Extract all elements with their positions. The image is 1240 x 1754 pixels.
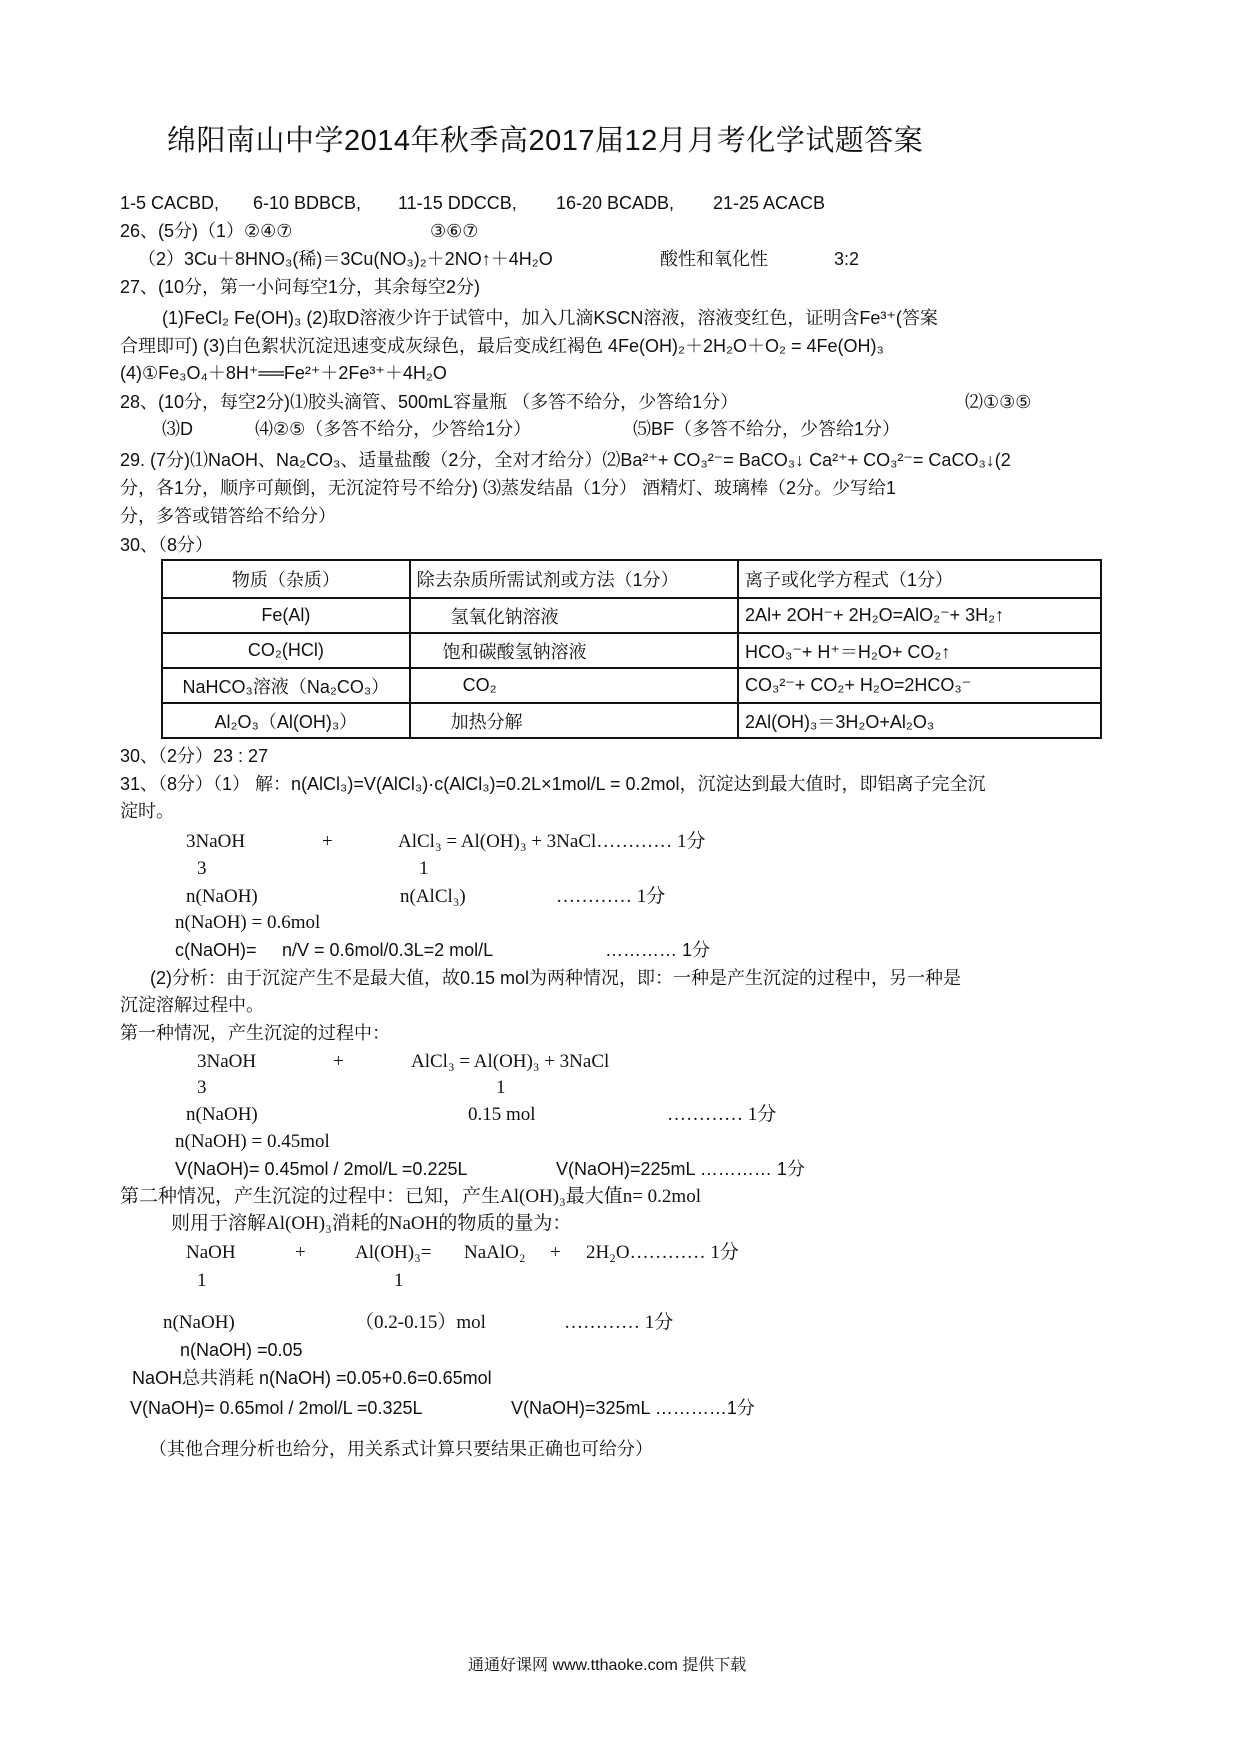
case1-coef-1: 3 (197, 1077, 207, 1098)
case2-coef-1: 1 (197, 1270, 207, 1291)
case1-vol-2: V(NaOH)=225mL ………… 1分 (556, 1159, 805, 1179)
case1-rel-2: 0.15 mol (468, 1104, 536, 1125)
case1-coef-2: 1 (496, 1077, 506, 1098)
q27-line3: 合理即可) (3)白色絮状沉淀迅速变成灰绿色，最后变成红褐色 4Fe(OH)₂＋2H₂O＋O₂ = 4Fe(OH)₃ (120, 336, 884, 356)
table-cell: 2Al+ 2OH⁻+ 2H₂O=AlO₂⁻+ 3H₂↑ (738, 598, 1101, 633)
p1-rel-2: n(AlCl₃) (400, 886, 466, 907)
p1-eq-lhs: 3NaOH (186, 831, 246, 852)
case2-coef-2: 1 (394, 1270, 404, 1291)
mc-answers-2: 6-10 BDBCB, (253, 193, 362, 213)
case2-sub: 则用于溶解Al(OH)₃消耗的NaOH的物质的量为： (171, 1213, 572, 1234)
case2-vol-2: V(NaOH)=325mL …………1分 (511, 1398, 755, 1418)
footer-source: 通通好课网 www.tthaoke.com 提供下载 (468, 1657, 747, 1674)
case2-label: 第二种情况，产生沉淀的过程中：已知，产生Al(OH)₃最大值n= 0.2mol (120, 1186, 701, 1207)
table-row (162, 668, 1101, 703)
table-cell: CO₂ (410, 668, 738, 703)
case2-eq-6: 2H₂O………… 1分 (586, 1242, 739, 1263)
q28-line2-b: ⑷②⑤（多答不给分，少答给1分） (255, 419, 532, 439)
table-header: 除去杂质所需试剂或方法（1分） (410, 560, 738, 598)
case2-eq-4: NaAlO₂ (464, 1242, 526, 1263)
table-cell: 2Al(OH)₃＝3H₂O+Al₂O₃ (738, 703, 1101, 738)
p1-coef-2: 1 (419, 858, 429, 879)
p1-conc-1: c(NaOH)= (175, 940, 257, 960)
case2-eq-2: + (295, 1242, 306, 1263)
mc-answers-4: 16-20 BCADB, (556, 193, 675, 213)
q27-line4: (4)①Fe₃O₄＋8H⁺══Fe²⁺＋2Fe³⁺＋4H₂O (120, 363, 447, 383)
q28-line2-c: ⑸BF（多答不给分，少答给1分） (633, 419, 901, 439)
q31-line1: 31、（8分）（1） 解：n(AlCl₃)=V(AlCl₃)·c(AlCl₃)=0.2L×1mol/L = 0.2mol，沉淀达到最大值时，即铝离子完全沉 (120, 774, 986, 794)
p1-conc-3: ………… 1分 (605, 940, 711, 960)
q26-line1: 26、(5分)（1）②④⑦ (120, 221, 293, 241)
table-row (162, 633, 1101, 668)
p1-result: n(NaOH) = 0.6mol (175, 912, 321, 933)
case1-eq-rhs: AlCl₃ = Al(OH)₃ + 3NaCl (411, 1051, 610, 1072)
table-cell: Al₂O₃（Al(OH)₃） (162, 703, 410, 738)
table-cell: 饱和碳酸氢钠溶液 (410, 633, 738, 668)
page-title: 绵阳南山中学2014年秋季高2017届12月月考化学试题答案 (167, 125, 924, 157)
q31-line2: 淀时。 (120, 801, 174, 821)
p1-coef-1: 3 (197, 858, 207, 879)
case1-vol-1: V(NaOH)= 0.45mol / 2mol/L =0.225L (175, 1159, 468, 1179)
case2-rel-3: ………… 1分 (564, 1312, 674, 1333)
table-header: 物质（杂质） (162, 560, 410, 598)
table-header: 离子或化学方程式（1分） (738, 560, 1101, 598)
table-cell: CO₃²⁻+ CO₂+ H₂O=2HCO₃⁻ (738, 668, 1101, 703)
q28-line1-b: ⑵①③⑤ (965, 392, 1032, 412)
case2-rel-1: n(NaOH) (163, 1312, 235, 1333)
table-cell: Fe(Al) (162, 598, 410, 633)
table-cell: CO₂(HCl) (162, 633, 410, 668)
case2-eq-1: NaOH (186, 1242, 236, 1263)
scoring-note: （其他合理分析也给分，用关系式计算只要结果正确也可给分） (149, 1439, 653, 1459)
q26-equation: （2）3Cu＋8HNO₃(稀)＝3Cu(NO₃)₂＋2NO↑＋4H₂O (138, 249, 553, 269)
q28-line1: 28、(10分，每空2分)⑴胶头滴管、500mL容量瓶 （多答不给分，少答给1分） (120, 392, 739, 412)
case1-rel-3: ………… 1分 (667, 1104, 777, 1125)
p1-eq-rhs: AlCl₃ = Al(OH)₃ + 3NaCl………… 1分 (398, 831, 706, 852)
q27-line1: 27、(10分，第一小问每空1分，其余每空2分) (120, 277, 481, 297)
mc-answers-3: 11-15 DDCCB, (398, 193, 517, 213)
case2-rel-2: （0.2-0.15）mol (355, 1312, 486, 1333)
analysis-line2: 沉淀溶解过程中。 (120, 995, 264, 1015)
case2-eq-5: + (550, 1242, 561, 1263)
mc-answers-5: 21-25 ACACB (713, 193, 826, 213)
q29-line1: 29. (7分)⑴NaOH、Na₂CO₃、适量盐酸（2分，全对才给分）⑵Ba²⁺+ CO₃²⁻= BaCO₃↓ Ca²⁺+ CO₃²⁻= CaCO₃↓(2 (120, 450, 1011, 470)
q26-ratio: 3:2 (834, 249, 860, 269)
case2-result: n(NaOH) =0.05 (180, 1340, 303, 1360)
table-row (162, 598, 1101, 633)
case1-rel-1: n(NaOH) (186, 1104, 258, 1125)
p1-rel-1: n(NaOH) (186, 886, 258, 907)
p1-rel-3: ………… 1分 (556, 886, 666, 907)
q28-line2-a: ⑶D (162, 419, 193, 439)
case1-eq-lhs: 3NaOH (197, 1051, 257, 1072)
q29-line3: 分，多答或错答给不给分） (120, 506, 336, 526)
q29-line2: 分，各1分，顺序可颠倒，无沉淀符号不给分) ⑶蒸发结晶（1分） 酒精灯、玻璃棒（2分。少写给1 (120, 478, 897, 498)
mc-answers-1: 1-5 CACBD, (120, 193, 220, 213)
q26-line1-b: ③⑥⑦ (430, 221, 479, 241)
table-cell: 加热分解 (410, 703, 738, 738)
case1-result: n(NaOH) = 0.45mol (175, 1131, 330, 1152)
p1-conc-2: n/V = 0.6mol/0.3L=2 mol/L (282, 940, 494, 960)
q30-heading: 30、（8分） (120, 535, 214, 555)
case1-label: 第一种情况，产生沉淀的过程中： (120, 1023, 390, 1043)
q30-extra: 30、（2分）23 : 27 (120, 746, 269, 766)
table-row (162, 703, 1101, 738)
q27-line2: (1)FeCl₂ Fe(OH)₃ (2)取D溶液少许于试管中，加入几滴KSCN溶液，溶液变红色，证明含Fe³⁺(答案 (162, 308, 938, 328)
table-header-row (162, 560, 1101, 598)
q26-property: 酸性和氧化性 (660, 249, 768, 269)
case2-eq-3: Al(OH)₃= (355, 1242, 432, 1263)
q30-table (161, 559, 1102, 739)
table-cell: 氢氧化钠溶液 (410, 598, 738, 633)
case2-vol-1: V(NaOH)= 0.65mol / 2mol/L =0.325L (130, 1398, 423, 1418)
p1-eq-plus: + (322, 831, 333, 852)
analysis-line1: (2)分析：由于沉淀产生不是最大值，故0.15 mol为两种情况，即：一种是产生沉淀的过程中，另一种是 (150, 968, 962, 988)
case2-total: NaOH总共消耗 n(NaOH) =0.05+0.6=0.65mol (132, 1368, 492, 1388)
table-cell: HCO₃⁻+ H⁺＝H₂O+ CO₂↑ (738, 633, 1101, 668)
table-cell: NaHCO₃溶液（Na₂CO₃） (162, 668, 410, 703)
case1-eq-plus: + (333, 1051, 344, 1072)
